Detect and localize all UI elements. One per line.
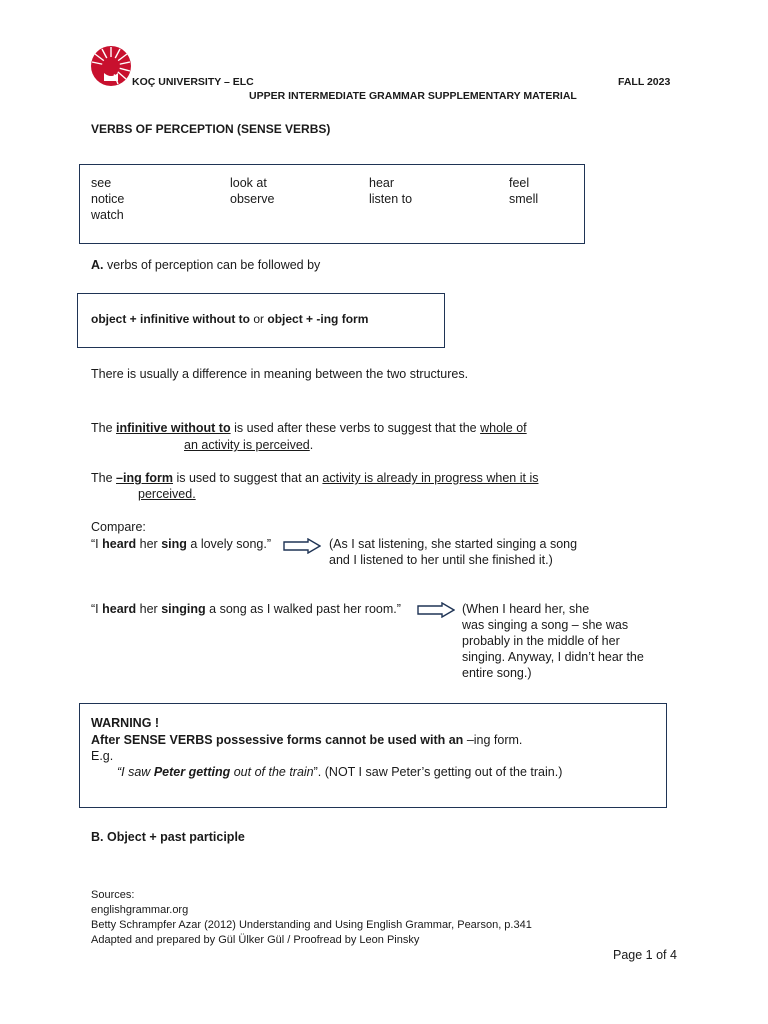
warning-example-rest: out of the train [233, 765, 314, 779]
section-a-letter: A. [91, 258, 104, 272]
warning-example-close: ”. (NOT I saw Peter’s getting out of the train.) [313, 765, 563, 779]
structure-infinitive: object + infinitive without to [91, 312, 250, 326]
arrow-right-icon [283, 538, 321, 554]
verb-smell: smell [509, 192, 539, 206]
warning-rule-rest: –ing form. [466, 733, 523, 747]
source-line-2: Betty Schrampfer Azar (2012) Understanding and Using English Grammar, Pearson, p.341 [91, 919, 532, 931]
warning-example-open: “I saw [117, 765, 151, 779]
example-2-her: her [139, 602, 158, 616]
source-line-1: englishgrammar.org [91, 904, 189, 916]
sources-label: Sources: [91, 889, 135, 901]
example-1-sing: sing [161, 537, 187, 551]
compare-label: Compare: [91, 520, 146, 534]
verbs-column-4 [509, 175, 538, 207]
example-2-rest: a song as I walked past her room.” [209, 602, 401, 616]
section-title: VERBS OF PERCEPTION (SENSE VERBS) [91, 122, 331, 136]
example-2-sentence [91, 601, 401, 617]
infinitive-rule-the: The [91, 421, 113, 435]
ing-rule-line1 [91, 470, 538, 486]
example-2-explain-line-3: probably in the middle of her [462, 634, 620, 648]
section-a-intro [91, 257, 320, 273]
warning-box [79, 703, 667, 808]
infinitive-rule-end: . [309, 438, 314, 452]
warning-example [117, 764, 562, 780]
structure-or: or [253, 312, 265, 326]
example-1-heard: heard [102, 537, 137, 551]
sources [91, 888, 532, 948]
verb-notice: notice [91, 192, 125, 206]
warning-rule [91, 732, 522, 748]
arrow-right-icon [417, 602, 455, 618]
verb-hear: hear [369, 176, 395, 190]
verb-watch: watch [91, 208, 124, 222]
example-2-singing: singing [161, 602, 206, 616]
example-2-explain-line-4: singing. Anyway, I didn’t hear the [462, 650, 644, 664]
warning-title: WARNING ! [91, 716, 160, 730]
ing-rule-line2 [138, 486, 196, 502]
verb-listen-to: listen to [369, 192, 413, 206]
ing-rule-mid: is used to suggest that an [176, 471, 319, 485]
example-2-open: “I [91, 602, 99, 616]
example-1-rest: a lovely song.” [190, 537, 272, 551]
example-1-explanation [329, 536, 577, 568]
example-2-explain-line-5: entire song.) [462, 666, 532, 680]
term-label: FALL 2023 [618, 76, 671, 88]
warning-eg: E.g. [91, 749, 114, 763]
verb-feel: feel [509, 176, 530, 190]
example-2-explain-line-1: (When I heard her, she [462, 602, 590, 616]
university-logo [90, 45, 132, 87]
section-a-text: verbs of perception can be followed by [106, 258, 321, 272]
infinitive-rule-line1 [91, 420, 527, 436]
example-2-heard: heard [102, 602, 137, 616]
structure-text [91, 311, 368, 327]
verb-observe: observe [230, 192, 275, 206]
university-name: KOÇ UNIVERSITY – ELC [132, 76, 254, 88]
infinitive-term: infinitive without to [116, 421, 231, 435]
infinitive-rule-line2 [184, 437, 313, 453]
ing-rule-the: The [91, 471, 113, 485]
page-number: Page 1 of 4 [613, 948, 677, 962]
infinitive-rule-underline-1: whole of [480, 421, 527, 435]
document-subtitle: UPPER INTERMEDIATE GRAMMAR SUPPLEMENTARY MATERIAL [249, 90, 577, 102]
difference-note: There is usually a difference in meaning between the two structures. [91, 367, 469, 381]
warning-example-bold: Peter getting [153, 765, 231, 779]
ing-term: –ing form [116, 471, 173, 485]
example-1-explain-line-1: (As I sat listening, she started singing a song [329, 537, 578, 551]
verbs-column-2 [230, 175, 274, 207]
example-1-open: “I [91, 537, 99, 551]
ing-rule-underline-1: activity is already in progress when it is [322, 471, 539, 485]
example-1-her: her [139, 537, 158, 551]
example-2-explanation [462, 601, 644, 681]
warning-rule-bold: After SENSE VERBS possessive forms cannot be used with an [91, 733, 464, 747]
verbs-column-3 [369, 175, 412, 207]
example-1-sentence [91, 536, 271, 552]
verbs-column-1 [91, 175, 124, 223]
example-1-explain-line-2: and I listened to her until she finished it.) [329, 553, 553, 567]
source-line-3: Adapted and prepared by Gül Ülker Gül / Proofread by Leon Pinsky [91, 934, 420, 946]
structure-ing: object + -ing form [267, 312, 369, 326]
verb-see: see [91, 176, 112, 190]
verb-look-at: look at [230, 176, 267, 190]
example-2-explain-line-2: was singing a song – she was [462, 618, 629, 632]
infinitive-rule-mid: is used after these verbs to suggest that the [234, 421, 477, 435]
section-b-title: B. Object + past participle [91, 830, 245, 844]
infinitive-rule-underline-2: an activity is perceived [184, 438, 310, 452]
ing-rule-underline-2: perceived. [138, 487, 196, 501]
